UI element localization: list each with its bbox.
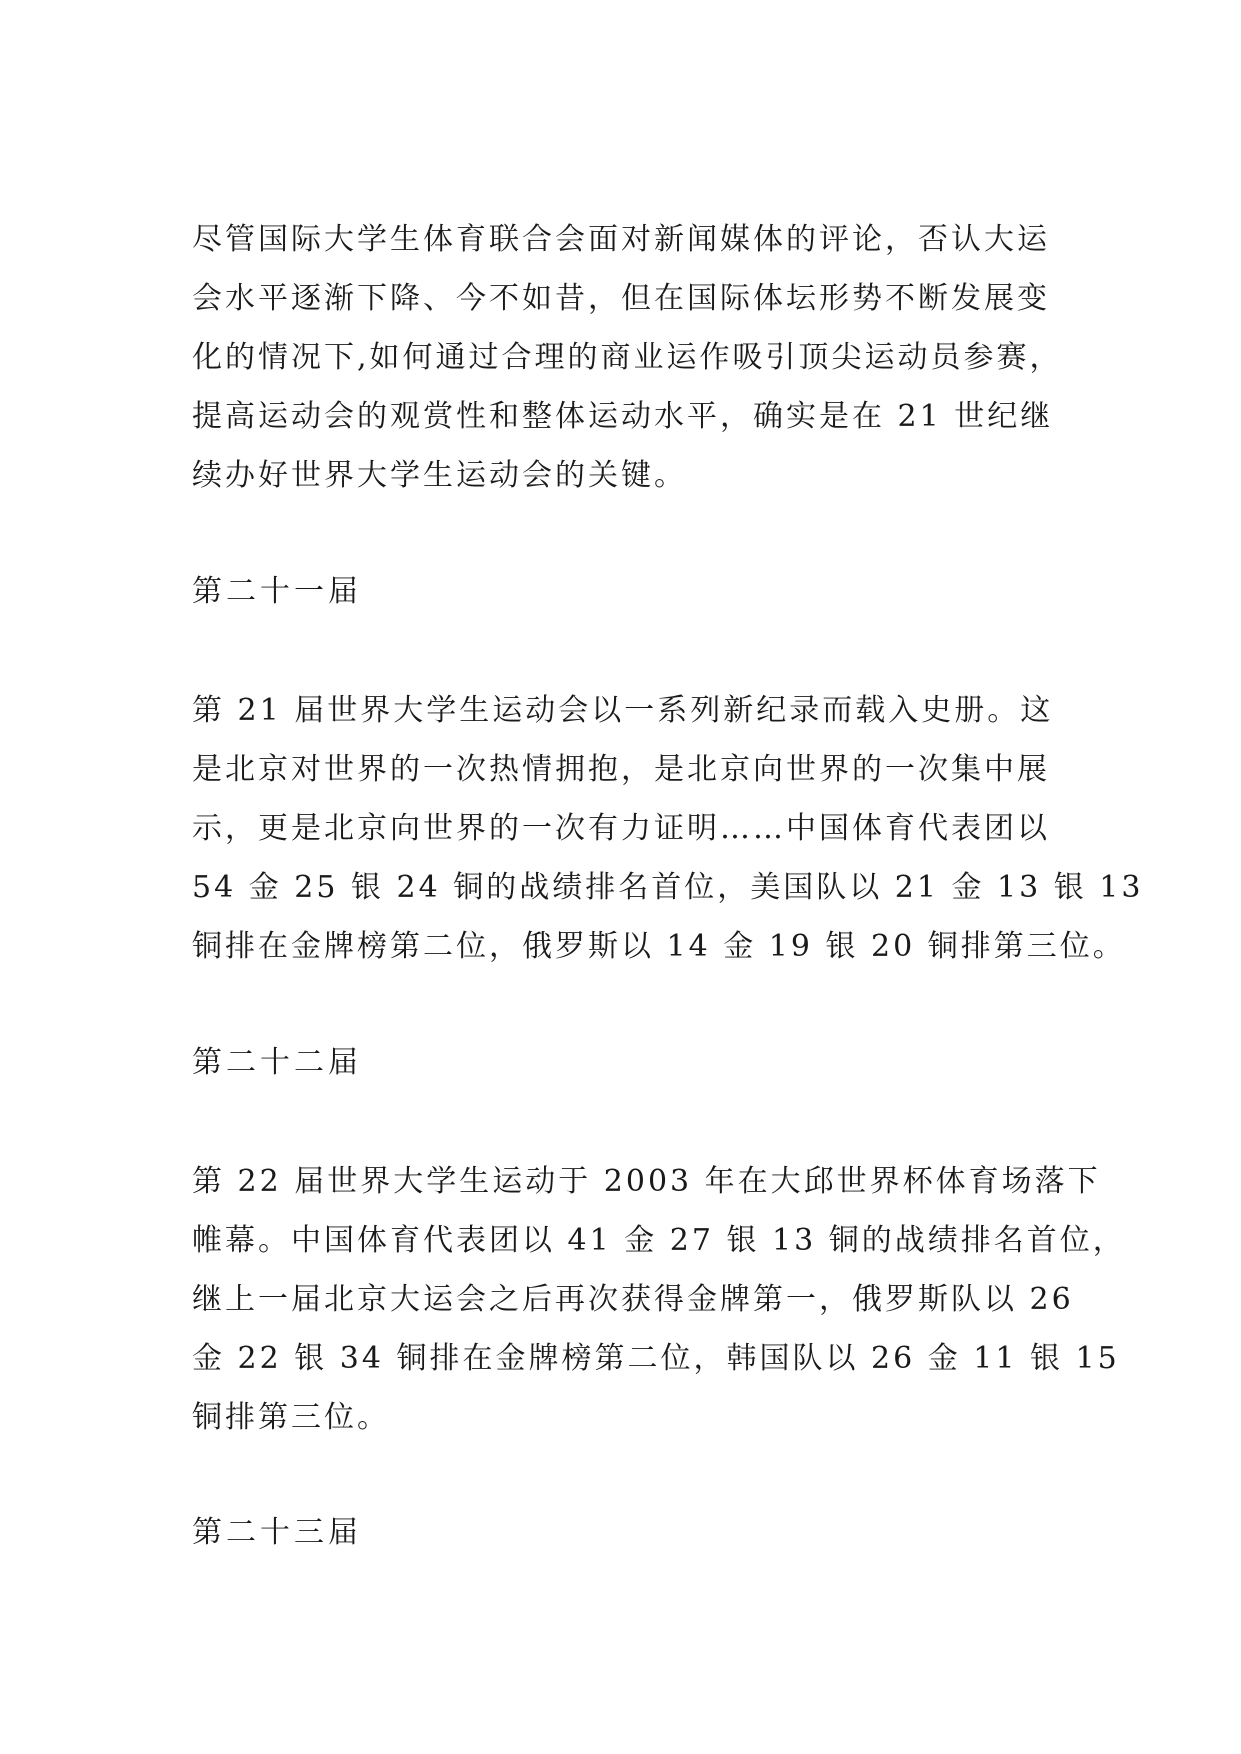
paragraph-line: 金 22 银 34 铜排在金牌榜第二位，韩国队以 26 金 11 银 15 (192, 1341, 1120, 1376)
paragraph-1 (192, 210, 1062, 505)
section-heading: 第二十二届 (192, 1045, 362, 1080)
paragraph-line: 第 22 届世界大学生运动于 2003 年在大邱世界杯体育场落下 (192, 1164, 1101, 1199)
paragraph-line: 帷幕。中国体育代表团以 41 金 27 银 13 铜的战绩排名首位， (192, 1223, 1126, 1258)
paragraph-line: 尽管国际大学生体育联合会面对新闻媒体的评论，否认大运 (192, 222, 1050, 257)
section-heading-22 (192, 1033, 1062, 1092)
paragraph-line: 续办好世界大学生运动会的关键。 (192, 458, 687, 493)
section-heading: 第二十一届 (192, 574, 362, 609)
paragraph-3 (192, 1152, 1126, 1447)
section-heading-21 (192, 562, 1062, 621)
section-heading-23 (192, 1503, 1062, 1562)
paragraph-line: 铜排第三位。 (192, 1400, 390, 1435)
paragraph-2 (192, 681, 1144, 976)
section-heading: 第二十三届 (192, 1515, 362, 1550)
paragraph-line: 是北京对世界的一次热情拥抱，是北京向世界的一次集中展 (192, 752, 1050, 787)
paragraph-line: 继上一届北京大运会之后再次获得金牌第一，俄罗斯队以 26 (192, 1282, 1074, 1317)
paragraph-line: 提高运动会的观赏性和整体运动水平，确实是在 21 世纪继 (192, 399, 1054, 434)
paragraph-line: 会水平逐渐下降、今不如昔，但在国际体坛形势不断发展变 (192, 281, 1050, 316)
paragraph-line: 铜排在金牌榜第二位，俄罗斯以 14 金 19 银 20 铜排第三位。 (192, 929, 1126, 964)
paragraph-line: 示，更是北京向世界的一次有力证明……中国体育代表团以 (192, 811, 1050, 846)
paragraph-line: 化的情况下,如何通过合理的商业运作吸引顶尖运动员参赛， (192, 340, 1063, 375)
paragraph-line: 第 21 届世界大学生运动会以一系列新纪录而载入史册。这 (192, 693, 1054, 728)
paragraph-line: 54 金 25 银 24 铜的战绩排名首位，美国队以 21 金 13 银 13 (192, 870, 1144, 905)
